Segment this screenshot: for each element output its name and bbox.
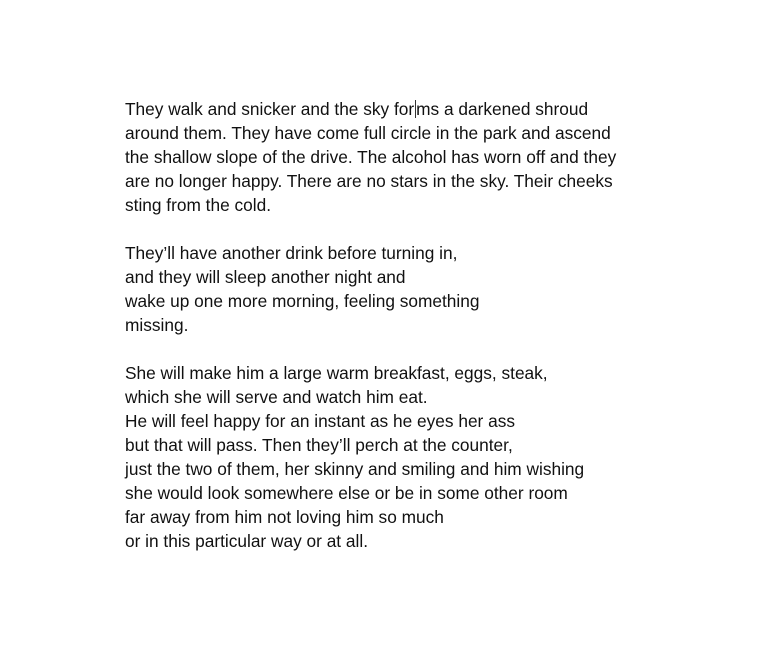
text-line: He will feel happy for an instant as he eyes her ass [125, 411, 516, 431]
text-line: but that will pass. Then they’ll perch at the counter, [125, 435, 513, 455]
text-line: far away from him not loving him so much [125, 507, 444, 527]
text-line: and they will sleep another night and [125, 267, 406, 287]
text-line: are no longer happy. There are no stars in the sky. Their cheeks [125, 171, 613, 191]
document-body[interactable] [125, 97, 745, 577]
text-line: which she will serve and watch him eat. [125, 387, 428, 407]
text-line: the shallow slope of the drive. The alcohol has worn off and they [125, 147, 617, 167]
text-line [125, 97, 745, 121]
stanza-1 [125, 97, 745, 217]
text-line: around them. They have come full circle in the park and ascend [125, 123, 611, 143]
text-line: missing. [125, 315, 189, 335]
text-before-caret: They walk and snicker and the sky for [125, 99, 415, 119]
text-line: just the two of them, her skinny and smiling and him wishing [125, 459, 585, 479]
stanza-3 [125, 361, 745, 553]
stanza-2 [125, 241, 745, 337]
text-line: She will make him a large warm breakfast, eggs, steak, [125, 363, 548, 383]
text-line: wake up one more morning, feeling something [125, 291, 480, 311]
text-after-caret: ms a darkened shroud [416, 99, 589, 119]
text-line: They’ll have another drink before turning in, [125, 243, 458, 263]
text-line: she would look somewhere else or be in some other room [125, 483, 568, 503]
text-line: or in this particular way or at all. [125, 531, 368, 551]
text-line: sting from the cold. [125, 195, 271, 215]
